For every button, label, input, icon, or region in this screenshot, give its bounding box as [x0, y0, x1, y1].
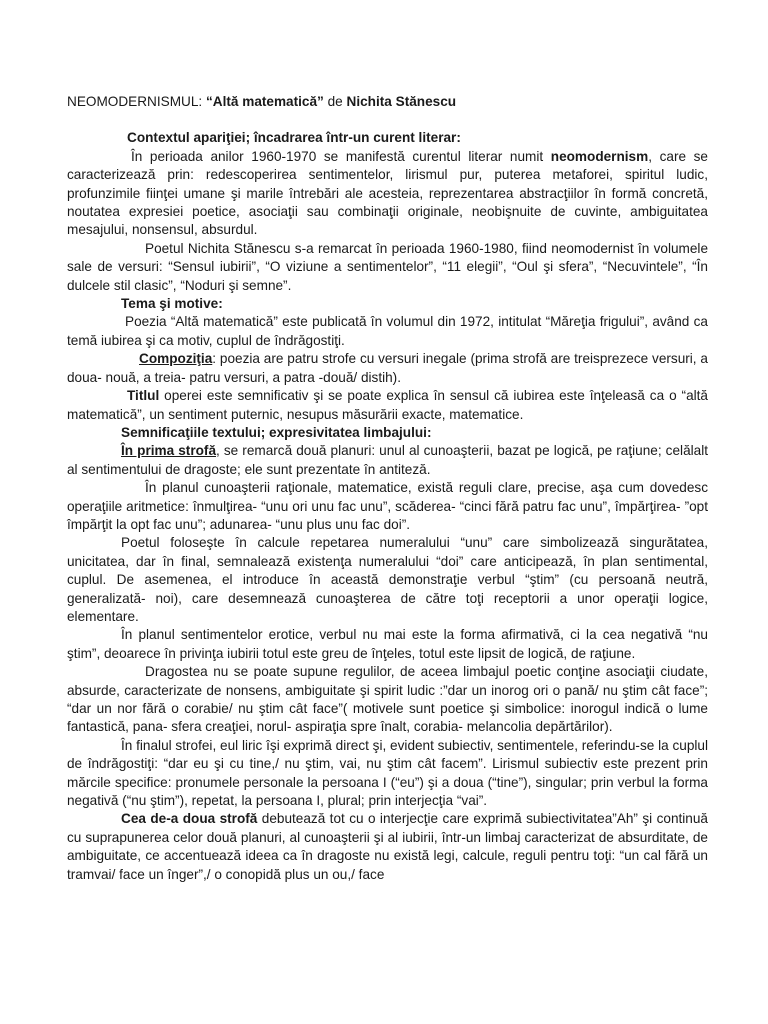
- meanings-heading: Semnificaţiile textului; expresivitatea limbajului:: [121, 424, 432, 440]
- title-paragraph: [67, 387, 708, 424]
- title-label: Titlul: [127, 388, 160, 404]
- strophe-1-paragraph: [67, 442, 708, 479]
- strophe-2-text: debutează tot cu o interjecţie care exprimă subiectivitatea”Ah” şi continuă cu suprapunerea celor două planuri, al cunoaşterii şi al iubirii, într-un limbaj caracterizat de absurditate, de ambiguitate, ce accentuează ideea ca în dragoste nu există legi, calcule, reguli pentru toţi: “un cal fără un tramvai/ face un înger”,/ o conopidă plus un ou,/ face: [67, 811, 708, 882]
- context-paragraph-2: Poetul Nichita Stănescu s-a remarcat în perioada 1960-1980, fiind neomodernist în volumele sale de versuri: “Sensul iubirii”, “O viziune a sentimentelor”, “11 elegii”, “Oul şi sfera”, “Necuvintele”, “În dulcele stil clasic”, “Noduri şi semne”.: [67, 240, 708, 293]
- strophe-1-label: În prima strofă: [121, 443, 217, 459]
- strophe-1-text: , se remarcă două planuri: unul al cunoaşterii, bazat pe logică, pe raţiune; celălalt al sentimentului de dragoste; ele sunt prezentate în antiteză.: [67, 443, 709, 477]
- meanings-paragraph-6: În finalul strofei, eul liric îşi exprimă direct şi, evident subiectiv, sentimentele, referindu-se la cuplul de îndrăgostiţi: “dar eu şi cu tine,/ nu ştim, vai, nu ştim cât facem”. Lirismul subiectiv este prezent prin mărcile specifice: pronumele personale la persoana I (“eu”) şi a doua (“tine”), singular; prin verbul la forma negativă (“nu ştim”), repetat, la persoana I, plural; prin interjecţia “vai”.: [67, 737, 708, 809]
- strophe-2-label: Cea de-a doua strofă: [121, 811, 258, 827]
- meanings-paragraph-5: Dragostea nu se poate supune regulilor, de aceea limbajul poetic conţine asociaţii ciudate, absurde, caracterizate de nonsens, ambiguitate şi spirit ludic :”dar un inorog ori o pană/ nu ştim cât face”; “dar un nor fără o corabie/ nu ştim cât face”( motivele sunt poetice şi simbolice: inorogul indică o lume fantastică, pana- sfera creaţiei, norul- aspiraţia spre înalt, corabia- melancolia depărtărilor).: [67, 664, 708, 735]
- composition-label: Compoziţia: [139, 351, 213, 367]
- meanings-paragraph-3: Poetul foloseşte în calcule repetarea numeralului “unu” care simbolizează singurătatea, unicitatea, dar în final, semnalează existenţa numeralului “doi” care anticipează, în plan sentimental, cuplul. De asemenea, el introduce în această demonstraţie verbul “ştim” (cu persoană neutră, generalizată- noi), care desemnează cunoaşterea de către toţi receptorii a unor operaţii logice, elementare.: [67, 535, 708, 624]
- author-name: Nichita Stănescu: [346, 94, 457, 109]
- title-connector: de: [323, 94, 347, 109]
- theme-heading: Tema şi motive:: [121, 296, 223, 312]
- theme-paragraph: Poezia “Altă matematică” este publicată în volumul din 1972, intitulat “Măreţia frigului”, având ca temă iubirea şi ca motiv, cuplul de îndrăgostiţi.: [67, 314, 708, 348]
- context-p1-start: În perioada anilor 1960-1970 se manifestă curentul literar numit: [131, 148, 551, 164]
- title-prefix: NEOMODERNISMUL:: [67, 94, 206, 109]
- composition-paragraph: [67, 350, 708, 387]
- meanings-paragraph-4: În planul sentimentelor erotice, verbul nu mai este la forma afirmativă, ci la cea negativă “nu ştim”, deoarece în privinţa iubirii totul este greu de înţeles, totul este lipsit de logică, de raţiune.: [67, 627, 708, 661]
- document-body: [67, 93, 708, 884]
- strophe-2-paragraph: [67, 810, 708, 884]
- context-paragraph-1: [67, 148, 708, 240]
- poem-title: “Altă matematică”: [205, 94, 324, 109]
- composition-text: : poezia are patru strofe cu versuri inegale (prima strofă are treisprezece versuri, a doua- nouă, a treia- patru versuri, a patra -două/ distih).: [67, 351, 708, 385]
- document-title: [67, 93, 708, 111]
- title-text: operei este semnificativ şi se poate explica în sensul că iubirea este înţeleasă ca o “altă matematică”, un sentiment puternic, nesupus măsurării exacte, matematice.: [67, 388, 708, 422]
- neomodernism-term: neomodernism: [550, 148, 649, 164]
- meanings-paragraph-2: În planul cunoaşterii raţionale, matematice, există reguli clare, precise, aşa cum dovedesc operaţiile aritmetice: înmulţirea- “unu ori unu fac unu”, scăderea- “cinci fără patru fac unu”, împărţirea- ”opt împărţit la opt fac unu”; adunarea- “unu plus unu fac doi”.: [67, 480, 708, 532]
- context-heading: Contextul apariţiei; încadrarea într-un curent literar:: [127, 130, 461, 146]
- context-p1-end: , care se caracterizează prin: redescoperirea sentimentelor, lirismul pur, puterea metaforei, spiritul ludic, profunzimile fiinţei umane şi marile întrebări ale acesteia, reprezentarea abstracţiilor în formă concretă, noutatea expresiei poetice, asociaţii sau combinaţii originale, neobişnuite de cuvinte, ambiguitatea mesajului, nonsensul, absurdul.: [67, 148, 708, 238]
